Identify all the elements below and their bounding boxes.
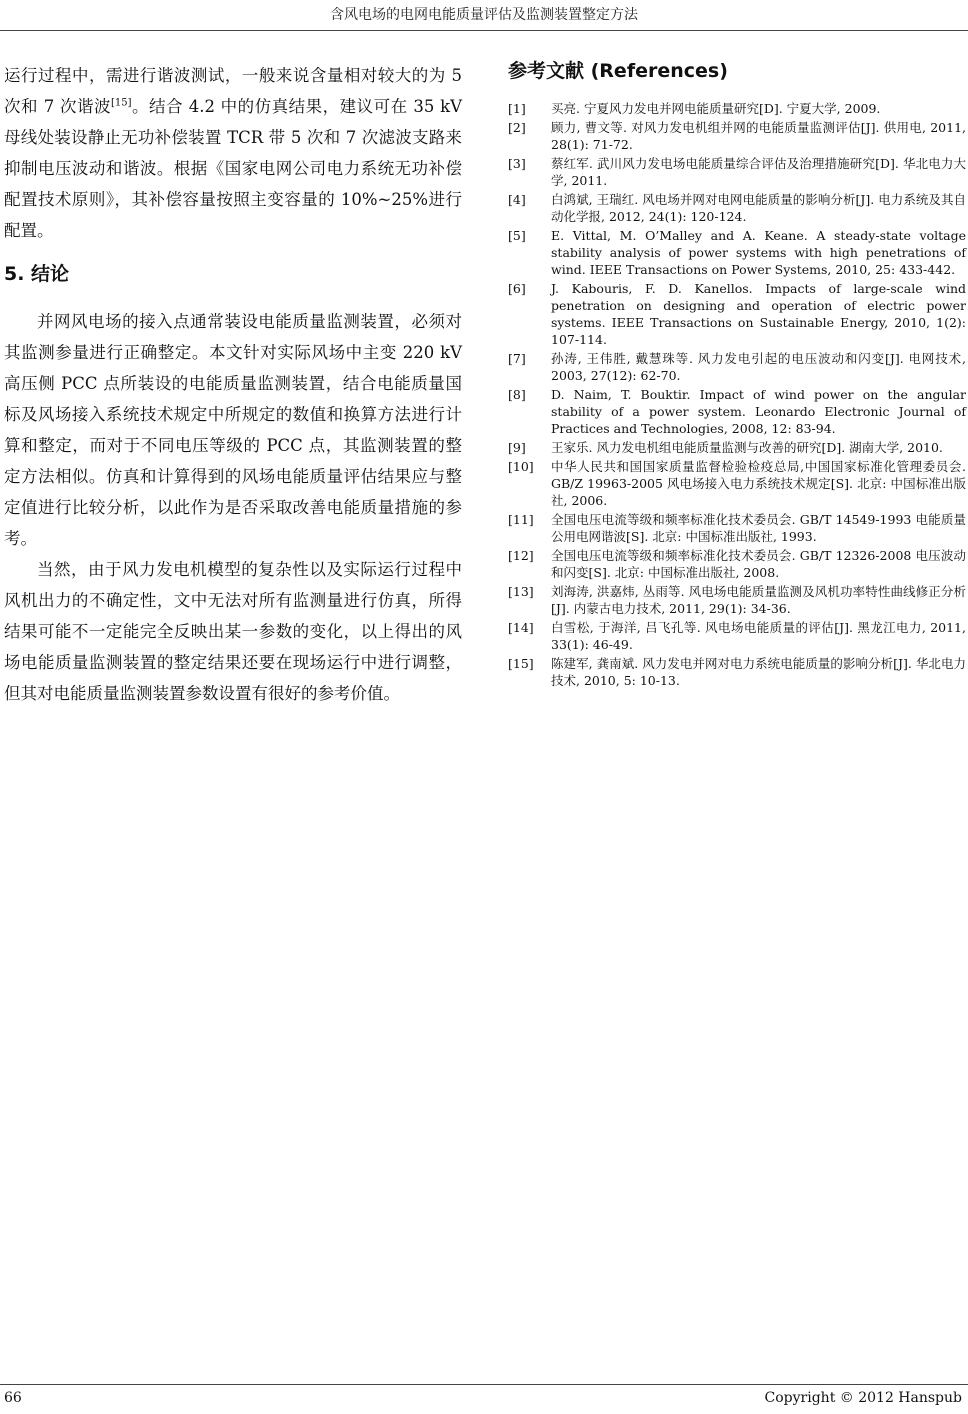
reference-number: [7] [508, 351, 526, 366]
reference-item [508, 155, 966, 189]
reference-number: [5] [508, 228, 526, 243]
reference-number: [2] [508, 120, 526, 135]
reference-number: [13] [508, 584, 534, 599]
reference-item [508, 280, 966, 348]
reference-text: 孙涛, 王伟胜, 戴慧珠等. 风力发电引起的电压波动和闪变[J]. 电网技术, 2003, 27(12): 62-70. [551, 351, 966, 383]
reference-text: J. Kabouris, F. D. Kanellos. Impacts of large-scale wind penetration on designing and operation of electric power systems. IEEE Transactions on Sustainable Energy, 2010, 1(2): 107-114. [551, 281, 966, 347]
reference-item [508, 547, 966, 581]
header-rule [0, 30, 968, 31]
section-title: 5. 结论 [4, 263, 70, 285]
reference-text: D. Naim, T. Bouktir. Impact of wind power on the angular stability of a power system. Leonardo Electronic Journal of Practices and Technologies, 2008, 12: 83-94. [551, 387, 966, 436]
reference-item [508, 119, 966, 153]
reference-text: 全国电压电流等级和频率标准化技术委员会. GB/T 14549-1993 电能质量公用电网谐波[S]. 北京: 中国标准出版社, 1993. [551, 512, 966, 544]
left-column [4, 60, 462, 709]
reference-item [508, 350, 966, 384]
copyright-notice: Copyright © 2012 Hanspub [764, 1390, 962, 1406]
reference-number: [14] [508, 620, 534, 635]
reference-number: [15] [508, 656, 534, 671]
reference-item [508, 100, 966, 117]
reference-item [508, 458, 966, 509]
reference-text: 白雪松, 于海洋, 吕飞孔等. 风电场电能质量的评估[J]. 黑龙江电力, 2011, 33(1): 46-49. [551, 620, 966, 652]
reference-number: [6] [508, 281, 526, 296]
references-heading: 参考文献 (References) [508, 60, 728, 82]
reference-text: E. Vittal, M. O’Malley and A. Keane. A steady-state voltage stability analysis of power systems with high penetrations of wind. IEEE Transactions on Power Systems, 2010, 25: 433-442. [551, 228, 966, 277]
paragraph-text: 。结合 4.2 中的仿真结果，建议可在 35 kV 母线处装设静止无功补偿装置 TCR 带 5 次和 7 次滤波支路来抑制电压波动和谐波。根据《国家电网公司电力系统无功补偿配置技术原则》，其补偿容量按照主变容量的 10%~25%进行配置。 [4, 97, 462, 240]
reference-item [508, 191, 966, 225]
reference-list [508, 100, 966, 689]
reference-text: 王家乐. 风力发电机组电能质量监测与改善的研究[D]. 湖南大学, 2010. [551, 440, 943, 455]
reference-text: 顾力, 曹文等. 对风力发电机组并网的电能质量监测评估[J]. 供用电, 2011, 28(1): 71-72. [551, 120, 966, 152]
reference-number: [1] [508, 101, 526, 116]
reference-number: [9] [508, 440, 526, 455]
reference-number: [4] [508, 192, 526, 207]
reference-text: 中华人民共和国国家质量监督检验检疫总局,中国国家标准化管理委员会. GB/Z 19963-2005 风电场接入电力系统技术规定[S]. 北京: 中国标准出版社, 2006. [551, 459, 966, 508]
page-number: 66 [4, 1390, 22, 1406]
body-paragraph [4, 60, 462, 246]
reference-text: 全国电压电流等级和频率标准化技术委员会. GB/T 12326-2008 电压波动和闪变[S]. 北京: 中国标准出版社, 2008. [551, 548, 966, 580]
reference-text: 白鸿斌, 王瑞红. 风电场并网对电网电能质量的影响分析[J]. 电力系统及其自动化学报, 2012, 24(1): 120-124. [551, 192, 966, 224]
reference-item [508, 511, 966, 545]
reference-item [508, 439, 966, 456]
reference-number: [8] [508, 387, 526, 402]
reference-item [508, 227, 966, 278]
body-paragraph: 并网风电场的接入点通常装设电能质量监测装置，必须对其监测参量进行正确整定。本文针对实际风场中主变 220 kV 高压侧 PCC 点所装设的电能质量监测装置，结合电能质量国标及风场接入系统技术规定中所规定的数值和换算方法进行计算和整定，而对于不同电压等级的 PCC 点，其监测装置的整定方法相似。仿真和计算得到的风场电能质量评估结果应与整定值进行比较分析，以此作为是否采取改善电能质量措施的参考。 [4, 312, 462, 548]
reference-text: 买亮. 宁夏风力发电并网电能质量研究[D]. 宁夏大学, 2009. [551, 101, 881, 116]
reference-text: 陈建军, 龚南斌. 风力发电并网对电力系统电能质量的影响分析[J]. 华北电力技术, 2010, 5: 10-13. [551, 656, 966, 688]
reference-number: [11] [508, 512, 534, 527]
reference-number: [10] [508, 459, 534, 474]
footer-rule [0, 1384, 968, 1385]
reference-text: 蔡红军. 武川风力发电场电能质量综合评估及治理措施研究[D]. 华北电力大学, 2011. [551, 156, 966, 188]
reference-number: [3] [508, 156, 526, 171]
reference-text: 刘海涛, 洪嘉炜, 丛雨等. 风电场电能质量监测及风机功率特性曲线修正分析[J]. 内蒙古电力技术, 2011, 29(1): 34-36. [551, 584, 966, 616]
running-header: 含风电场的电网电能质量评估及监测装置整定方法 [330, 7, 638, 23]
body-paragraph: 当然，由于风力发电机模型的复杂性以及实际运行过程中风机出力的不确定性，文中无法对所有监测量进行仿真，所得结果可能不一定能完全反映出某一参数的变化，以上得出的风场电能质量监测装置的整定结果还要在现场运行中进行调整，但其对电能质量监测装置参数设置有很好的参考价值。 [4, 560, 462, 703]
citation-marker: [15] [110, 97, 132, 109]
reference-item [508, 583, 966, 617]
right-column [508, 56, 966, 691]
paragraph-text: 运行过程中，需进行谐波测试，一般来说含量相对较大的为 5 次和 7 次谐波 [4, 66, 462, 116]
reference-item [508, 619, 966, 653]
reference-item [508, 386, 966, 437]
reference-number: [12] [508, 548, 534, 563]
reference-item [508, 655, 966, 689]
